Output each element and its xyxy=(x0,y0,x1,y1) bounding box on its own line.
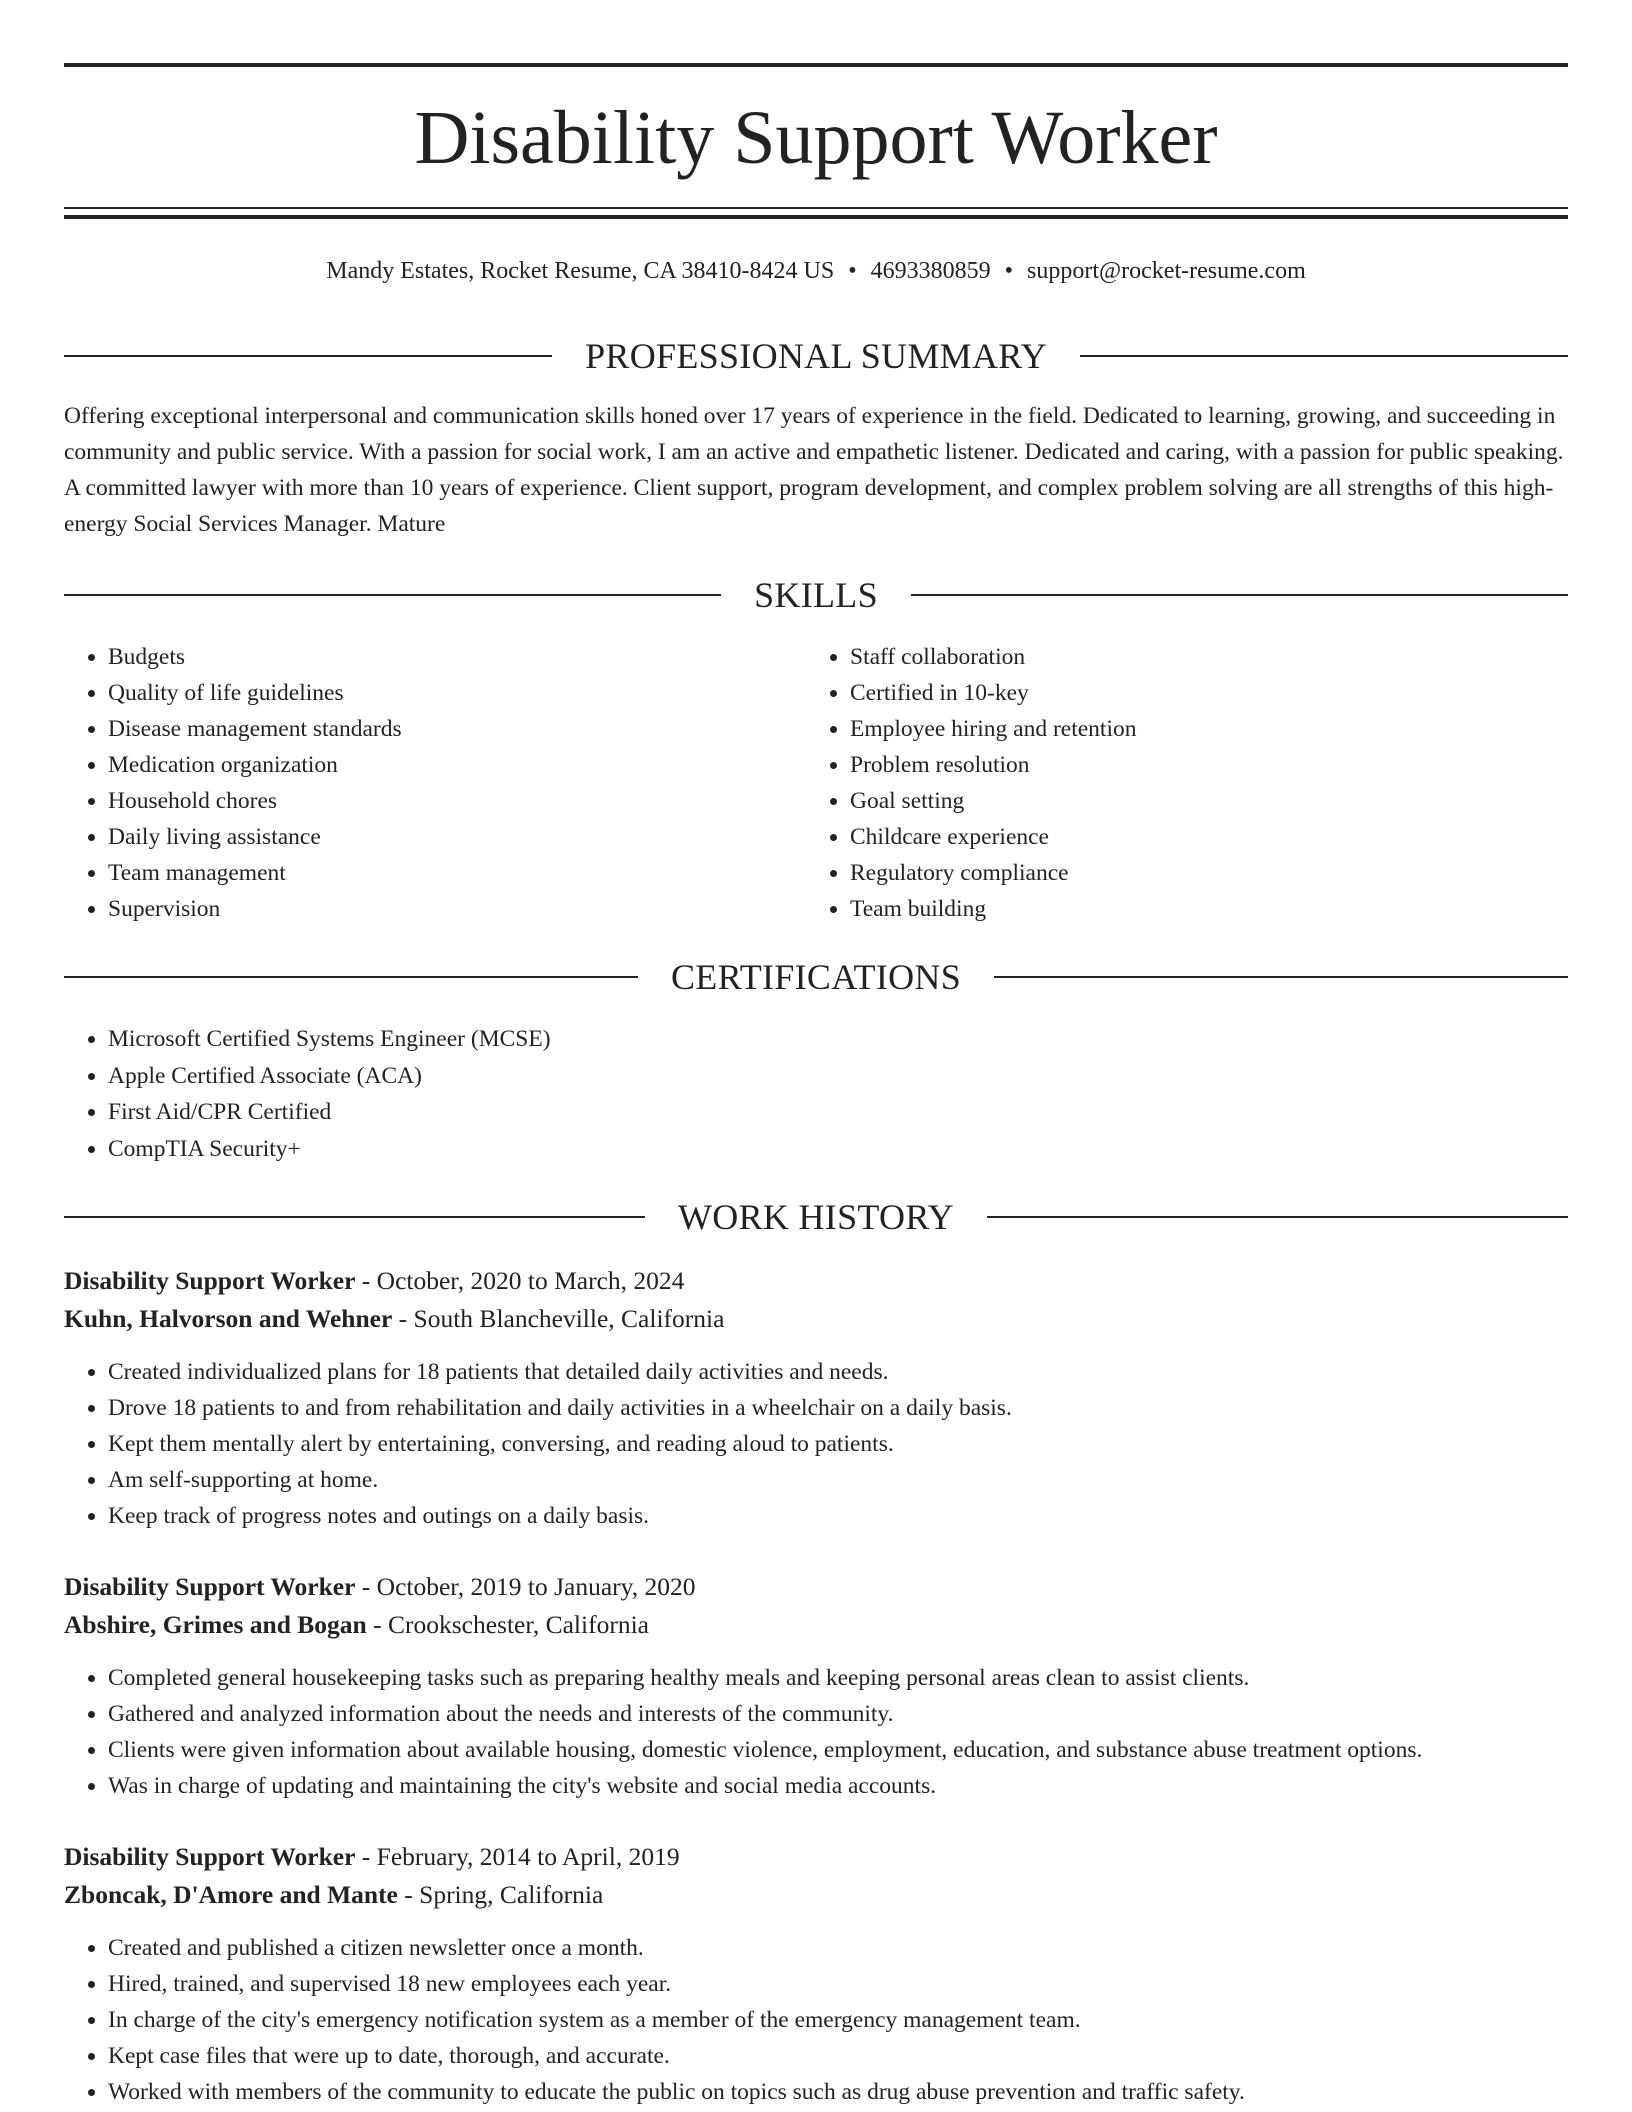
skill-item: • Household chores xyxy=(108,783,804,819)
job-location: - Spring, California xyxy=(397,1880,604,1909)
job-title: Disability Support Worker xyxy=(64,1572,356,1601)
contact-line xyxy=(64,256,1568,286)
job-entry xyxy=(64,1262,1568,1534)
job-duties xyxy=(64,1930,1568,2110)
job-title-line xyxy=(64,1262,1568,1300)
job-duty: • Hired, trained, and supervised 18 new employees each year. xyxy=(108,1966,1568,2002)
heading-rule xyxy=(64,1216,645,1218)
section-title: WORK HISTORY xyxy=(678,1197,954,1237)
job-dates: - October, 2020 to March, 2024 xyxy=(355,1266,685,1295)
certifications-block xyxy=(64,1021,1568,1167)
certification-item: • Apple Certified Associate (ACA) xyxy=(108,1058,1568,1095)
heading-rule xyxy=(64,976,638,978)
skills-column-left xyxy=(64,639,804,927)
job-employer: Zboncak, D'Amore and Mante xyxy=(64,1880,398,1909)
job-employer: Kuhn, Halvorson and Wehner xyxy=(64,1304,393,1333)
summary-text: Offering exceptional interpersonal and communication skills honed over 17 years of experience in the field. Dedicated to learning, growing, and succeeding in community and public service. With a passion for social work, I am an active and empathetic listener. Dedicated and caring, with a passion for public speaking. A committed lawyer with more than 10 years of experience. Client support, program development, and complex problem solving are all strengths of this high-energy Social Services Manager. Mature xyxy=(64,403,1564,537)
section-heading-certifications xyxy=(64,955,1568,999)
skill-item: • Certified in 10-key xyxy=(850,675,1546,711)
certification-item: • Microsoft Certified Systems Engineer (MCSE) xyxy=(108,1021,1568,1058)
job-employer-line xyxy=(64,1606,1568,1644)
heading-rule xyxy=(1080,355,1568,357)
skills-column-right xyxy=(806,639,1546,927)
job-duty: • Clients were given information about available housing, domestic violence, employment, education, and substance abuse treatment options. xyxy=(108,1732,1568,1768)
skill-item: • Daily living assistance xyxy=(108,819,804,855)
section-title: CERTIFICATIONS xyxy=(670,957,962,997)
job-duty: • Created individualized plans for 18 patients that detailed daily activities and needs. xyxy=(108,1354,1568,1390)
job-entry xyxy=(64,1838,1568,2110)
contact-address: Mandy Estates, Rocket Resume, CA 38410-8424 US xyxy=(326,258,835,284)
contact-email[interactable]: support@rocket-resume.com xyxy=(1027,258,1306,284)
certification-item: • First Aid/CPR Certified xyxy=(108,1094,1568,1131)
skill-item: • Employee hiring and retention xyxy=(850,711,1546,747)
resume-title: Disability Support Worker xyxy=(414,96,1218,180)
certifications-list xyxy=(64,1021,1568,1167)
skill-item: • Staff collaboration xyxy=(850,639,1546,675)
job-duties xyxy=(64,1660,1568,1804)
job-duty: • Created and published a citizen newsletter once a month. xyxy=(108,1930,1568,1966)
skill-item: • Goal setting xyxy=(850,783,1546,819)
section-heading-summary xyxy=(64,334,1568,378)
job-location: - Crookschester, California xyxy=(366,1610,649,1639)
skill-item: • Budgets xyxy=(108,639,804,675)
skill-item: • Team building xyxy=(850,891,1546,927)
heading-rule xyxy=(64,594,721,596)
job-duty: • Worked with members of the community to educate the public on topics such as drug abuse prevention and traffic safety. xyxy=(108,2074,1568,2110)
top-rule xyxy=(64,63,1568,67)
job-duty: • Completed general housekeeping tasks such as preparing healthy meals and keeping personal areas clean to assist clients. xyxy=(108,1660,1568,1696)
job-location: - South Blancheville, California xyxy=(392,1304,725,1333)
skills-list-left xyxy=(64,639,804,927)
section-title: PROFESSIONAL SUMMARY xyxy=(585,336,1047,376)
job-title: Disability Support Worker xyxy=(64,1266,356,1295)
job-duty: • In charge of the city's emergency notification system as a member of the emergency management team. xyxy=(108,2002,1568,2038)
skill-item: • Supervision xyxy=(108,891,804,927)
job-duties xyxy=(64,1354,1568,1534)
skill-item: • Childcare experience xyxy=(850,819,1546,855)
skill-item: • Disease management standards xyxy=(108,711,804,747)
job-dates: - February, 2014 to April, 2019 xyxy=(355,1842,680,1871)
skill-item: • Medication organization xyxy=(108,747,804,783)
job-title: Disability Support Worker xyxy=(64,1842,356,1871)
job-duty: • Gathered and analyzed information about the needs and interests of the community. xyxy=(108,1696,1568,1732)
job-entry xyxy=(64,1568,1568,1804)
heading-rule xyxy=(987,1216,1568,1218)
section-heading-skills xyxy=(64,573,1568,617)
contact-separator: • xyxy=(848,258,857,284)
title-rule-thin xyxy=(64,207,1568,209)
job-title-line xyxy=(64,1568,1568,1606)
section-title: SKILLS xyxy=(754,575,878,615)
job-duty: • Kept them mentally alert by entertaining, conversing, and reading aloud to patients. xyxy=(108,1426,1568,1462)
job-title-line xyxy=(64,1838,1568,1876)
job-employer-line xyxy=(64,1876,1568,1914)
job-duty: • Keep track of progress notes and outings on a daily basis. xyxy=(108,1498,1568,1534)
job-duty: • Am self-supporting at home. xyxy=(108,1462,1568,1498)
skill-item: • Quality of life guidelines xyxy=(108,675,804,711)
contact-separator: • xyxy=(1004,258,1014,284)
skills-list-right xyxy=(806,639,1546,927)
certification-item: • CompTIA Security+ xyxy=(108,1131,1568,1168)
job-duty: • Was in charge of updating and maintaining the city's website and social media accounts. xyxy=(108,1768,1568,1804)
job-employer-line xyxy=(64,1300,1568,1338)
job-dates: - October, 2019 to January, 2020 xyxy=(355,1572,696,1601)
skill-item: • Problem resolution xyxy=(850,747,1546,783)
heading-rule xyxy=(994,976,1568,978)
title-rule-thick xyxy=(64,215,1568,219)
job-duty: • Drove 18 patients to and from rehabilitation and daily activities in a wheelchair on a daily basis. xyxy=(108,1390,1568,1426)
heading-rule xyxy=(911,594,1568,596)
skill-item: • Team management xyxy=(108,855,804,891)
heading-rule xyxy=(64,355,552,357)
skill-item: • Regulatory compliance xyxy=(850,855,1546,891)
job-employer: Abshire, Grimes and Bogan xyxy=(64,1610,367,1639)
job-duty: • Kept case files that were up to date, thorough, and accurate. xyxy=(108,2038,1568,2074)
section-heading-work-history xyxy=(64,1195,1568,1239)
contact-phone: 4693380859 xyxy=(870,258,991,284)
